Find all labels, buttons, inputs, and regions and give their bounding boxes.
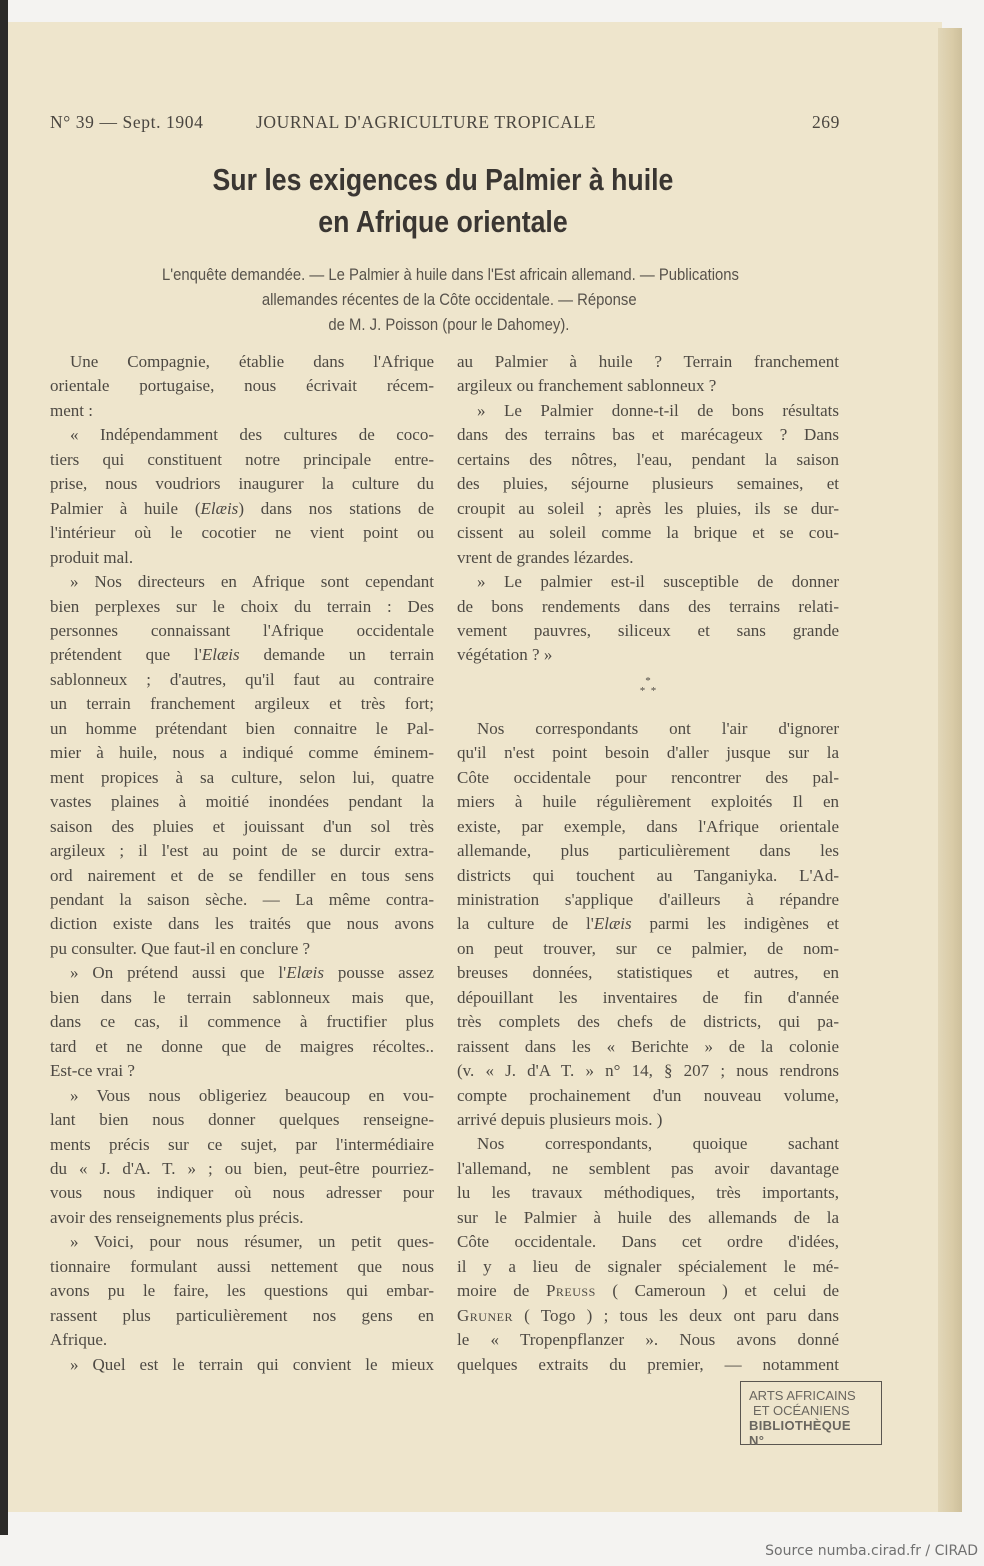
text-line bbox=[457, 741, 839, 765]
text-run: on peut trouver, sur ce palmier, de nom- bbox=[457, 938, 839, 958]
text-line bbox=[457, 961, 839, 985]
text-run: compte prochainement d'un nouveau volume, bbox=[457, 1085, 839, 1105]
text-run: bien dans le terrain sablonneux mais que, bbox=[50, 987, 434, 1007]
article-subtitle-line-3 bbox=[6, 316, 892, 335]
title-text: Sur les exigences du Palmier à huile bbox=[212, 162, 674, 197]
text-run: Nos correspondants ont l'air d'ignorer bbox=[477, 718, 839, 738]
text-run: vement pauvres, siliceux et sans grande bbox=[457, 620, 839, 640]
text-line bbox=[50, 423, 434, 447]
italic-term: Elæis bbox=[286, 963, 324, 983]
text-line bbox=[457, 888, 839, 912]
paragraph bbox=[457, 717, 839, 1133]
text-run: vrent de grandes lézardes. bbox=[457, 547, 634, 567]
text-line bbox=[50, 595, 434, 619]
text-line bbox=[50, 1181, 434, 1205]
text-line bbox=[50, 521, 434, 545]
text-line bbox=[457, 815, 839, 839]
text-run: très complets des chefs de districts, qui pa- bbox=[457, 1012, 839, 1032]
text-line bbox=[457, 1181, 839, 1205]
text-run: Est-ce vrai ? bbox=[50, 1061, 135, 1081]
text-line bbox=[457, 643, 839, 667]
text-line bbox=[50, 815, 434, 839]
page-number: 269 bbox=[811, 112, 840, 132]
text-line bbox=[50, 1279, 434, 1303]
text-line bbox=[50, 1084, 434, 1108]
text-run: tard et ne donne que de maigres récoltes.. bbox=[50, 1036, 434, 1056]
text-run: orientale portugaise, nous écrivait récem- bbox=[50, 376, 434, 396]
text-line bbox=[457, 619, 839, 643]
text-line bbox=[50, 986, 434, 1010]
text-run: rassent plus particulièrement nos gens en bbox=[50, 1305, 434, 1325]
text-line bbox=[457, 1132, 839, 1156]
text-run: Palmier à huile ( bbox=[50, 498, 201, 518]
text-run: » Nos directeurs en Afrique sont cependant bbox=[70, 572, 434, 592]
text-run: » Le palmier est-il susceptible de donner bbox=[477, 572, 839, 592]
text-line bbox=[457, 1035, 839, 1059]
text-run: parmi les indigènes et bbox=[631, 914, 839, 934]
text-run: certains des nôtres, l'eau, pendant la saison bbox=[457, 449, 839, 469]
text-line bbox=[50, 692, 434, 716]
text-line bbox=[457, 546, 839, 570]
source-credit: Source numba.cirad.fr / CIRAD bbox=[765, 1543, 978, 1559]
paragraph bbox=[50, 961, 434, 1083]
left-column bbox=[50, 350, 434, 1377]
text-run: « Indépendamment des cultures de coco- bbox=[70, 425, 434, 445]
text-line bbox=[457, 1084, 839, 1108]
text-line bbox=[457, 374, 839, 398]
text-line bbox=[457, 986, 839, 1010]
text-run: dépouillant les inventaires de fin d'année bbox=[457, 987, 839, 1007]
text-run: il y a lieu de signaler spécialement le mé- bbox=[457, 1256, 839, 1276]
text-run: de bons rendements dans des terrains relati- bbox=[457, 596, 839, 616]
article-title-line-1 bbox=[0, 162, 886, 198]
library-stamp bbox=[740, 1381, 882, 1448]
text-run: ord nairement et de se fendiller en tous sens bbox=[50, 865, 434, 885]
text-line bbox=[50, 619, 434, 643]
paragraph bbox=[50, 423, 434, 570]
text-line bbox=[457, 1108, 839, 1132]
text-line bbox=[457, 937, 839, 961]
text-line bbox=[457, 1010, 839, 1034]
text-line bbox=[50, 790, 434, 814]
text-run: » Vous nous obligeriez beaucoup en vou- bbox=[70, 1085, 434, 1105]
text-line bbox=[50, 546, 434, 570]
text-line bbox=[50, 399, 434, 423]
text-run: cissent au soleil comme la brique et se cou- bbox=[457, 523, 839, 543]
text-line bbox=[457, 448, 839, 472]
text-line bbox=[50, 1206, 434, 1230]
page-edge bbox=[938, 28, 962, 1512]
text-run: Côte occidentale. Dans cet ordre d'idées, bbox=[457, 1232, 839, 1252]
text-line bbox=[457, 350, 839, 374]
text-run: tionnaire formulant aussi nettement que nous bbox=[50, 1256, 434, 1276]
text-run: pousse assez bbox=[324, 963, 434, 983]
text-line bbox=[457, 1157, 839, 1181]
text-run: existe, par exemple, dans l'Afrique orientale bbox=[457, 816, 839, 836]
text-line bbox=[50, 448, 434, 472]
text-run: » Quel est le terrain qui convient le mieux bbox=[70, 1354, 434, 1374]
text-run: (v. « J. d'A T. » n° 14, § 207 ; nous rendrons bbox=[457, 1061, 839, 1081]
paragraph bbox=[50, 350, 434, 423]
paragraph bbox=[50, 570, 434, 961]
text-line bbox=[50, 717, 434, 741]
text-run: » Voici, pour nous résumer, un petit ques- bbox=[70, 1232, 434, 1252]
text-line bbox=[50, 766, 434, 790]
text-line bbox=[50, 497, 434, 521]
text-run: pu consulter. Que faut-il en conclure ? bbox=[50, 938, 311, 958]
text-line bbox=[50, 1133, 434, 1157]
text-run: lant bien nous donner quelques renseigne- bbox=[50, 1110, 434, 1130]
text-run: quelques extraits du premier, — notamment bbox=[457, 1354, 839, 1374]
paragraph bbox=[50, 1084, 434, 1231]
text-line bbox=[457, 595, 839, 619]
text-run: argileux ou franchement sablonneux ? bbox=[457, 376, 717, 396]
author-name: Gruner bbox=[457, 1305, 513, 1325]
text-run: ) dans nos stations de bbox=[238, 498, 434, 518]
article-subtitle-line-2 bbox=[6, 291, 892, 310]
stamp-line: ET OCÉANIENS bbox=[753, 1403, 850, 1418]
text-run: Côte occidentale pour rencontrer des pal- bbox=[457, 767, 839, 787]
text-line bbox=[50, 937, 434, 961]
text-run: pendant la saison sèche. — La même contra- bbox=[50, 889, 434, 909]
text-run: Nos correspondants, quoique sachant bbox=[477, 1134, 839, 1154]
title-text: en Afrique orientale bbox=[318, 204, 568, 239]
text-line bbox=[457, 1059, 839, 1083]
stamp-line: BIBLIOTHÈQUE bbox=[749, 1418, 851, 1433]
text-line bbox=[457, 912, 839, 936]
text-run: l'allemand, ne semblent pas avoir davantage bbox=[457, 1158, 839, 1178]
text-run: ment propices à sa culture, selon lui, quatre bbox=[50, 767, 434, 787]
text-line bbox=[457, 521, 839, 545]
text-run: mier à huile, nous a indiqué comme éminem- bbox=[50, 743, 434, 763]
issue-date: N° 39 — Sept. 1904 bbox=[50, 112, 204, 132]
text-run: un terrain franchement argileux et très fort; bbox=[50, 694, 434, 714]
subtitle-text: allemandes récentes de la Côte occidentale. — Réponse bbox=[261, 291, 637, 309]
text-line bbox=[50, 1328, 434, 1352]
text-line bbox=[50, 472, 434, 496]
text-line bbox=[50, 839, 434, 863]
text-line bbox=[457, 399, 839, 423]
stamp-line: N° bbox=[749, 1433, 765, 1448]
text-run: l'intérieur où le cocotier ne vient point ou bbox=[50, 523, 434, 543]
text-run: végétation ? » bbox=[457, 645, 553, 665]
text-line bbox=[50, 961, 434, 985]
text-run: prise, nous voudriors inaugurer la culture du bbox=[50, 474, 434, 494]
text-run: moire de bbox=[457, 1281, 546, 1301]
text-line bbox=[457, 1328, 839, 1352]
text-run: le « Tropenpflanzer ». Nous avons donné bbox=[457, 1330, 839, 1350]
text-run: sur le Palmier à huile des allemands de la bbox=[457, 1207, 839, 1227]
italic-term: Elæis bbox=[200, 498, 239, 518]
text-run: arrivé depuis plusieurs mois. ) bbox=[457, 1110, 663, 1130]
text-run: prétendent que l' bbox=[50, 645, 202, 665]
paragraph bbox=[457, 350, 839, 399]
text-line bbox=[457, 839, 839, 863]
paragraph bbox=[457, 570, 839, 668]
paragraph bbox=[457, 1132, 839, 1377]
text-run: raissent dans les « Berichte » de la colonie bbox=[457, 1036, 839, 1056]
text-line bbox=[50, 1035, 434, 1059]
text-line bbox=[50, 1304, 434, 1328]
text-run: saison des pluies et jouissant d'un sol très bbox=[50, 816, 434, 836]
text-run: produit mal. bbox=[50, 547, 134, 567]
text-run: ( Cameroun ) et celui de bbox=[595, 1281, 839, 1301]
text-line bbox=[457, 864, 839, 888]
italic-term: Elæis bbox=[201, 645, 240, 665]
text-line bbox=[50, 374, 434, 398]
text-run: ment : bbox=[50, 400, 93, 420]
text-line bbox=[457, 472, 839, 496]
text-run: bien perplexes sur le choix du terrain : Des bbox=[50, 596, 434, 616]
text-run: lu les travaux méthodiques, très importants, bbox=[457, 1183, 839, 1203]
text-run: allemande, plus particulièrement dans les bbox=[457, 841, 839, 861]
text-line bbox=[457, 1255, 839, 1279]
text-run: Une Compagnie, établie dans l'Afrique bbox=[70, 352, 434, 371]
text-line bbox=[50, 912, 434, 936]
text-run: croupit au soleil ; après les pluies, ils se dur- bbox=[457, 498, 839, 518]
text-line bbox=[50, 1108, 434, 1132]
text-run: avons pu le faire, les questions qui embar- bbox=[50, 1281, 434, 1301]
text-line bbox=[50, 1255, 434, 1279]
text-line bbox=[50, 864, 434, 888]
text-line bbox=[50, 1157, 434, 1181]
text-run: un homme prétendant bien connaitre le Pal- bbox=[50, 718, 434, 738]
stamp-line: ARTS AFRICAINS bbox=[749, 1388, 856, 1403]
text-line bbox=[457, 570, 839, 594]
text-line bbox=[50, 1230, 434, 1254]
text-line bbox=[50, 643, 434, 667]
text-line bbox=[50, 1059, 434, 1083]
text-run: Afrique. bbox=[50, 1330, 108, 1350]
subtitle-text: de M. J. Poisson (pour le Dahomey). bbox=[328, 316, 570, 334]
text-run: ministration s'applique d'ailleurs à répandre bbox=[457, 889, 839, 909]
text-run: avoir des renseignements plus précis. bbox=[50, 1207, 304, 1227]
text-run: vastes plaines à moitié inondées pendant la bbox=[50, 792, 434, 812]
text-run: districts qui touchent au Tanganiyka. L'Ad- bbox=[457, 865, 839, 885]
text-run: argileux ; il l'est au point de se durcir extra- bbox=[50, 841, 434, 861]
text-line bbox=[50, 570, 434, 594]
text-run: ments précis sur ce sujet, par l'intermédiaire bbox=[50, 1134, 434, 1154]
text-run: qu'il n'est point besoin d'aller jusque sur la bbox=[457, 743, 839, 763]
text-run: personnes connaissant l'Afrique occidentale bbox=[50, 620, 434, 640]
running-header bbox=[50, 112, 840, 136]
text-line bbox=[457, 497, 839, 521]
right-column bbox=[457, 350, 839, 1377]
text-line bbox=[457, 1304, 839, 1328]
text-run: au Palmier à huile ? Terrain franchement bbox=[457, 352, 839, 371]
text-run: » Le Palmier donne-t-il de bons résultats bbox=[477, 400, 839, 420]
text-run: des pluies, séjourne plusieurs semaines, et bbox=[457, 474, 839, 494]
text-run: » On prétend aussi que l' bbox=[70, 963, 287, 983]
article-title-line-2 bbox=[0, 204, 886, 240]
text-run: du « J. d'A. T. » ; ou bien, peut-être pourriez- bbox=[50, 1158, 434, 1178]
text-run: ( Togo ) ; tous les deux ont paru dans bbox=[512, 1305, 839, 1325]
paragraph bbox=[50, 1230, 434, 1352]
paragraph bbox=[457, 399, 839, 570]
text-run: dans ce cas, il commence à fructifier plus bbox=[50, 1012, 434, 1032]
paragraph bbox=[50, 1353, 434, 1377]
text-line bbox=[457, 1279, 839, 1303]
asterism: * * * bbox=[639, 674, 657, 697]
text-line bbox=[50, 1353, 434, 1377]
text-line bbox=[457, 1206, 839, 1230]
text-run: demande un terrain bbox=[239, 645, 435, 665]
text-line bbox=[457, 717, 839, 741]
text-run: tiers qui constituent notre principale entre- bbox=[50, 449, 434, 469]
text-run: miers à huile régulièrement exploités Il en bbox=[457, 792, 839, 812]
text-line bbox=[50, 350, 434, 374]
text-line bbox=[457, 1230, 839, 1254]
journal-name: JOURNAL D'AGRICULTURE TROPICALE bbox=[256, 112, 597, 132]
text-run: breuses données, statistiques et autres, en bbox=[457, 963, 839, 983]
text-run: sablonneux ; d'autres, qu'il faut au contraire bbox=[50, 669, 434, 689]
text-line bbox=[457, 790, 839, 814]
text-line bbox=[50, 1010, 434, 1034]
text-run: dans des terrains bas et marécageux ? Dans bbox=[457, 425, 839, 445]
text-run: diction existe dans les traités que nous avons bbox=[50, 914, 434, 934]
text-line bbox=[457, 766, 839, 790]
text-run: la culture de l' bbox=[457, 914, 594, 934]
text-line bbox=[50, 741, 434, 765]
text-line bbox=[457, 423, 839, 447]
text-run: vous nous indiquer où nous adresser pour bbox=[50, 1183, 434, 1203]
text-line bbox=[50, 668, 434, 692]
italic-term: Elæis bbox=[593, 914, 632, 934]
subtitle-text: L'enquête demandée. — Le Palmier à huile dans l'Est africain allemand. — Publications bbox=[162, 266, 740, 284]
author-name: Preuss bbox=[545, 1281, 596, 1301]
text-line bbox=[457, 1353, 839, 1377]
text-line bbox=[50, 888, 434, 912]
article-subtitle-line-1 bbox=[8, 266, 894, 285]
